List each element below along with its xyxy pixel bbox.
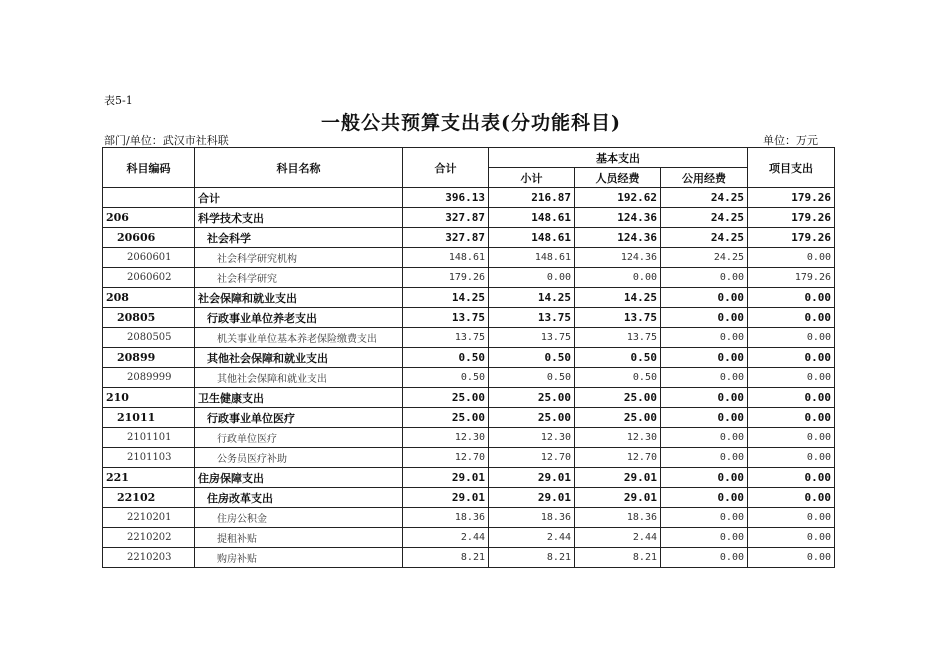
cell-subtotal: 8.21: [489, 548, 575, 568]
table-row: [103, 468, 835, 488]
cell-code: 2101103: [103, 448, 195, 468]
cell-public: 0.00: [661, 488, 748, 508]
cell-code: 20805: [103, 308, 195, 328]
table-body: [103, 188, 835, 568]
cell-subtotal: 12.70: [489, 448, 575, 468]
header-code: 科目编码: [103, 148, 195, 188]
cell-subtotal: 29.01: [489, 468, 575, 488]
cell-public: 0.00: [661, 388, 748, 408]
cell-code: 20899: [103, 348, 195, 368]
cell-code: 221: [103, 468, 195, 488]
cell-public: 0.00: [661, 308, 748, 328]
cell-public: 0.00: [661, 268, 748, 288]
cell-subtotal: 25.00: [489, 408, 575, 428]
table-row: [103, 368, 835, 388]
cell-subtotal: 216.87: [489, 188, 575, 208]
cell-public: 0.00: [661, 428, 748, 448]
header-total: 合计: [403, 148, 489, 188]
header-basic: 基本支出: [489, 148, 748, 168]
table-row: [103, 388, 835, 408]
header-name: 科目名称: [195, 148, 403, 188]
cell-project: 179.26: [748, 268, 835, 288]
cell-project: 0.00: [748, 348, 835, 368]
cell-subtotal: 148.61: [489, 228, 575, 248]
cell-subtotal: 148.61: [489, 208, 575, 228]
cell-total: 396.13: [403, 188, 489, 208]
cell-code: 21011: [103, 408, 195, 428]
cell-total: 12.30: [403, 428, 489, 448]
cell-name: 行政事业单位养老支出: [195, 308, 403, 328]
cell-subtotal: 14.25: [489, 288, 575, 308]
cell-public: 0.00: [661, 508, 748, 528]
table-row: [103, 548, 835, 568]
cell-subtotal: 0.50: [489, 368, 575, 388]
table-row: [103, 308, 835, 328]
cell-public: 0.00: [661, 468, 748, 488]
cell-personnel: 14.25: [575, 288, 661, 308]
cell-project: 0.00: [748, 288, 835, 308]
cell-project: 0.00: [748, 328, 835, 348]
cell-personnel: 124.36: [575, 228, 661, 248]
cell-personnel: 12.70: [575, 448, 661, 468]
cell-public: 24.25: [661, 228, 748, 248]
cell-code: 2101101: [103, 428, 195, 448]
table-row: [103, 248, 835, 268]
cell-name: 住房公积金: [195, 508, 403, 528]
cell-project: 179.26: [748, 188, 835, 208]
cell-code: 208: [103, 288, 195, 308]
cell-total: 0.50: [403, 368, 489, 388]
cell-personnel: 13.75: [575, 308, 661, 328]
cell-public: 0.00: [661, 408, 748, 428]
cell-personnel: 25.00: [575, 388, 661, 408]
budget-table: [102, 147, 835, 568]
cell-total: 12.70: [403, 448, 489, 468]
cell-project: 0.00: [748, 448, 835, 468]
cell-personnel: 12.30: [575, 428, 661, 448]
cell-subtotal: 148.61: [489, 248, 575, 268]
cell-subtotal: 18.36: [489, 508, 575, 528]
cell-public: 0.00: [661, 288, 748, 308]
header-personnel: 人员经费: [575, 168, 661, 188]
table-row: [103, 268, 835, 288]
unit-label: 单位：万元: [763, 134, 818, 147]
cell-personnel: 2.44: [575, 528, 661, 548]
cell-public: 0.00: [661, 548, 748, 568]
cell-total: 8.21: [403, 548, 489, 568]
cell-project: 0.00: [748, 408, 835, 428]
table-header: [103, 148, 835, 188]
cell-personnel: 192.62: [575, 188, 661, 208]
cell-public: 24.25: [661, 248, 748, 268]
cell-subtotal: 0.50: [489, 348, 575, 368]
cell-name: 其他社会保障和就业支出: [195, 368, 403, 388]
cell-subtotal: 2.44: [489, 528, 575, 548]
cell-name: 社会科学: [195, 228, 403, 248]
table-row: [103, 508, 835, 528]
cell-personnel: 29.01: [575, 488, 661, 508]
cell-code: 20606: [103, 228, 195, 248]
cell-code: 2210201: [103, 508, 195, 528]
cell-name: 购房补贴: [195, 548, 403, 568]
cell-code: 2089999: [103, 368, 195, 388]
cell-personnel: 29.01: [575, 468, 661, 488]
cell-project: 0.00: [748, 248, 835, 268]
cell-name: 科学技术支出: [195, 208, 403, 228]
cell-personnel: 13.75: [575, 328, 661, 348]
cell-public: 0.00: [661, 528, 748, 548]
cell-project: 0.00: [748, 368, 835, 388]
cell-code: 2060602: [103, 268, 195, 288]
cell-personnel: 8.21: [575, 548, 661, 568]
cell-personnel: 25.00: [575, 408, 661, 428]
cell-public: 0.00: [661, 448, 748, 468]
department-label: 部门/单位：武汉市社科联: [104, 134, 229, 147]
cell-total: 29.01: [403, 468, 489, 488]
cell-code: 2060601: [103, 248, 195, 268]
cell-code: 22102: [103, 488, 195, 508]
cell-name: 其他社会保障和就业支出: [195, 348, 403, 368]
cell-project: 0.00: [748, 428, 835, 448]
cell-project: 179.26: [748, 228, 835, 248]
cell-project: 0.00: [748, 388, 835, 408]
table-row: [103, 448, 835, 468]
cell-subtotal: 25.00: [489, 388, 575, 408]
cell-name: 合计: [195, 188, 403, 208]
cell-name: 公务员医疗补助: [195, 448, 403, 468]
cell-code: 206: [103, 208, 195, 228]
cell-public: 0.00: [661, 368, 748, 388]
page-title: 一般公共预算支出表(分功能科目): [321, 112, 621, 134]
cell-project: 179.26: [748, 208, 835, 228]
table-row: [103, 488, 835, 508]
cell-total: 13.75: [403, 308, 489, 328]
table-row: [103, 408, 835, 428]
cell-project: 0.00: [748, 488, 835, 508]
table-row: [103, 288, 835, 308]
cell-total: 29.01: [403, 488, 489, 508]
cell-personnel: 0.00: [575, 268, 661, 288]
header-project: 项目支出: [748, 148, 835, 188]
table-row: [103, 188, 835, 208]
cell-name: 住房改革支出: [195, 488, 403, 508]
cell-project: 0.00: [748, 508, 835, 528]
table-row: [103, 348, 835, 368]
cell-total: 2.44: [403, 528, 489, 548]
cell-project: 0.00: [748, 548, 835, 568]
cell-total: 14.25: [403, 288, 489, 308]
cell-name: 社会保障和就业支出: [195, 288, 403, 308]
cell-total: 18.36: [403, 508, 489, 528]
cell-project: 0.00: [748, 468, 835, 488]
cell-name: 住房保障支出: [195, 468, 403, 488]
table-row: [103, 228, 835, 248]
cell-total: 25.00: [403, 408, 489, 428]
cell-name: 机关事业单位基本养老保险缴费支出: [195, 328, 403, 348]
cell-name: 社会科学研究机构: [195, 248, 403, 268]
cell-personnel: 0.50: [575, 348, 661, 368]
cell-project: 0.00: [748, 528, 835, 548]
cell-total: 0.50: [403, 348, 489, 368]
cell-name: 卫生健康支出: [195, 388, 403, 408]
cell-total: 148.61: [403, 248, 489, 268]
header-public: 公用经费: [661, 168, 748, 188]
cell-code: [103, 188, 195, 208]
cell-subtotal: 29.01: [489, 488, 575, 508]
cell-total: 179.26: [403, 268, 489, 288]
cell-personnel: 18.36: [575, 508, 661, 528]
cell-personnel: 0.50: [575, 368, 661, 388]
cell-public: 24.25: [661, 208, 748, 228]
table-row: [103, 428, 835, 448]
cell-subtotal: 12.30: [489, 428, 575, 448]
cell-public: 24.25: [661, 188, 748, 208]
cell-public: 0.00: [661, 348, 748, 368]
cell-total: 327.87: [403, 228, 489, 248]
cell-total: 327.87: [403, 208, 489, 228]
cell-code: 210: [103, 388, 195, 408]
cell-total: 25.00: [403, 388, 489, 408]
cell-public: 0.00: [661, 328, 748, 348]
table-row: [103, 328, 835, 348]
cell-name: 行政事业单位医疗: [195, 408, 403, 428]
cell-name: 社会科学研究: [195, 268, 403, 288]
cell-total: 13.75: [403, 328, 489, 348]
cell-subtotal: 13.75: [489, 308, 575, 328]
cell-subtotal: 0.00: [489, 268, 575, 288]
cell-name: 行政单位医疗: [195, 428, 403, 448]
cell-code: 2210202: [103, 528, 195, 548]
cell-name: 提租补贴: [195, 528, 403, 548]
header-subtotal: 小计: [489, 168, 575, 188]
table-row: [103, 528, 835, 548]
table-number: 表5-1: [104, 94, 133, 107]
cell-subtotal: 13.75: [489, 328, 575, 348]
table-row: [103, 208, 835, 228]
cell-personnel: 124.36: [575, 248, 661, 268]
cell-personnel: 124.36: [575, 208, 661, 228]
cell-project: 0.00: [748, 308, 835, 328]
cell-code: 2210203: [103, 548, 195, 568]
cell-code: 2080505: [103, 328, 195, 348]
